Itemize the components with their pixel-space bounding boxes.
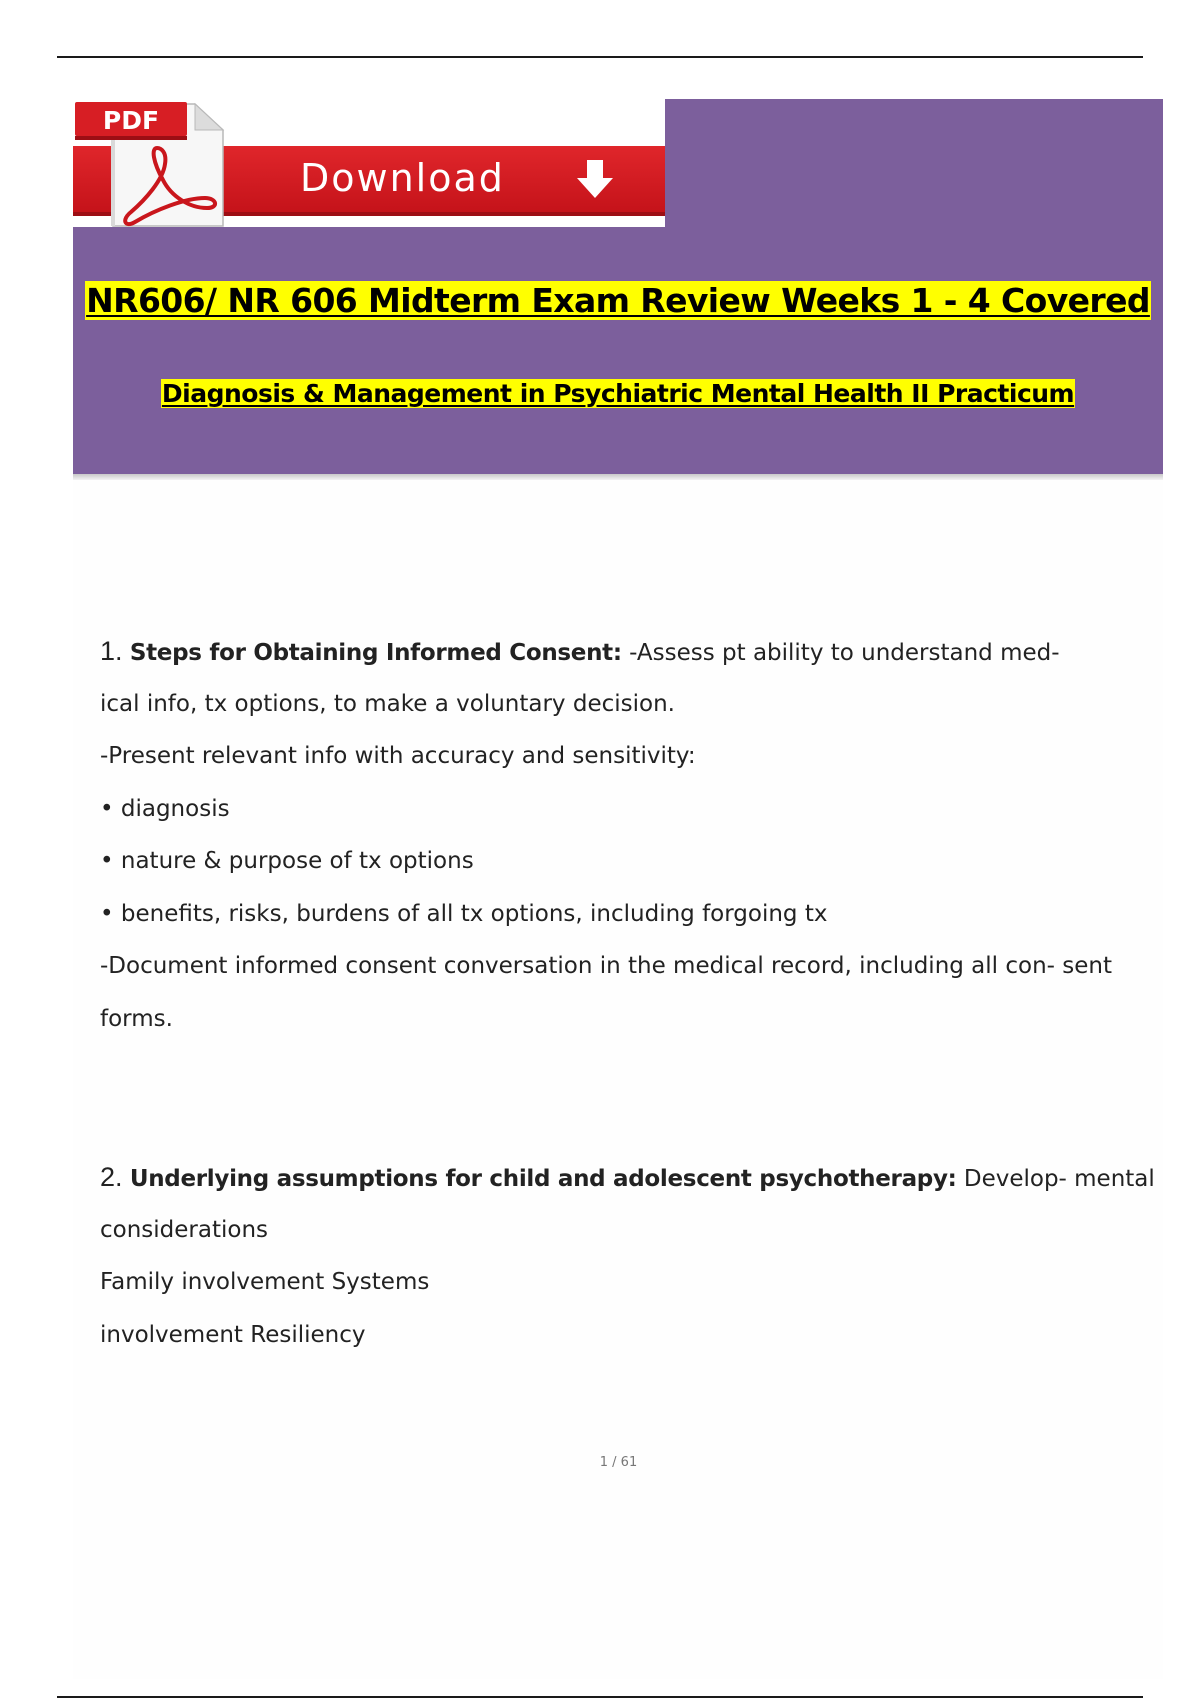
- bottom-rule: [57, 1696, 1143, 1698]
- download-label[interactable]: Download: [300, 156, 505, 200]
- answer-line: forms.: [100, 1005, 173, 1032]
- answer-line: considerations: [100, 1216, 269, 1243]
- pdf-badge-text: PDF: [102, 106, 160, 135]
- document-title-text: NR606/ NR 606 Midterm Exam Review Weeks 1 - 4 Covered: [86, 281, 1150, 320]
- answer-line: ical info, tx options, to make a voluntary decision.: [100, 690, 675, 717]
- question-term: Steps for Obtaining Informed Consent:: [129, 640, 622, 666]
- answer-line: involvement Resiliency: [100, 1321, 366, 1348]
- answer-text: -Assess pt ability to understand med-: [621, 640, 1060, 666]
- page-indicator: 1 / 61: [599, 1455, 638, 1470]
- question-term: Underlying assumptions for child and adolescent psychotherapy:: [129, 1166, 957, 1192]
- pdf-file-icon: [73, 100, 243, 228]
- answer-line: Family involvement Systems: [100, 1269, 430, 1295]
- top-rule: [57, 56, 1143, 58]
- bullet-item: • diagnosis: [100, 795, 230, 822]
- bullet-item: • benefits, risks, burdens of all tx options, including forgoing tx: [100, 900, 828, 927]
- document-subtitle-text: Diagnosis & Management in Psychiatric Mental Health II Practicum: [161, 379, 1075, 408]
- question-2: [100, 1151, 1155, 1361]
- answer-text: Develop- mental: [956, 1166, 1155, 1192]
- answer-line: -Document informed consent conversation in the medical record, including all con- sent: [100, 953, 1112, 979]
- document-subtitle: [73, 374, 1163, 414]
- bullet-item: • nature & purpose of tx options: [100, 848, 474, 874]
- banner-shadow: [73, 474, 1163, 480]
- question-line: [100, 625, 1130, 678]
- question-1: [100, 625, 1130, 1045]
- download-arrow-icon[interactable]: [570, 154, 620, 204]
- question-number: 2.: [100, 1162, 123, 1192]
- document-title: [73, 276, 1163, 326]
- question-number: 1.: [100, 636, 123, 666]
- answer-line: -Present relevant info with accuracy and sensitivity:: [100, 743, 696, 769]
- question-line: [100, 1151, 1155, 1204]
